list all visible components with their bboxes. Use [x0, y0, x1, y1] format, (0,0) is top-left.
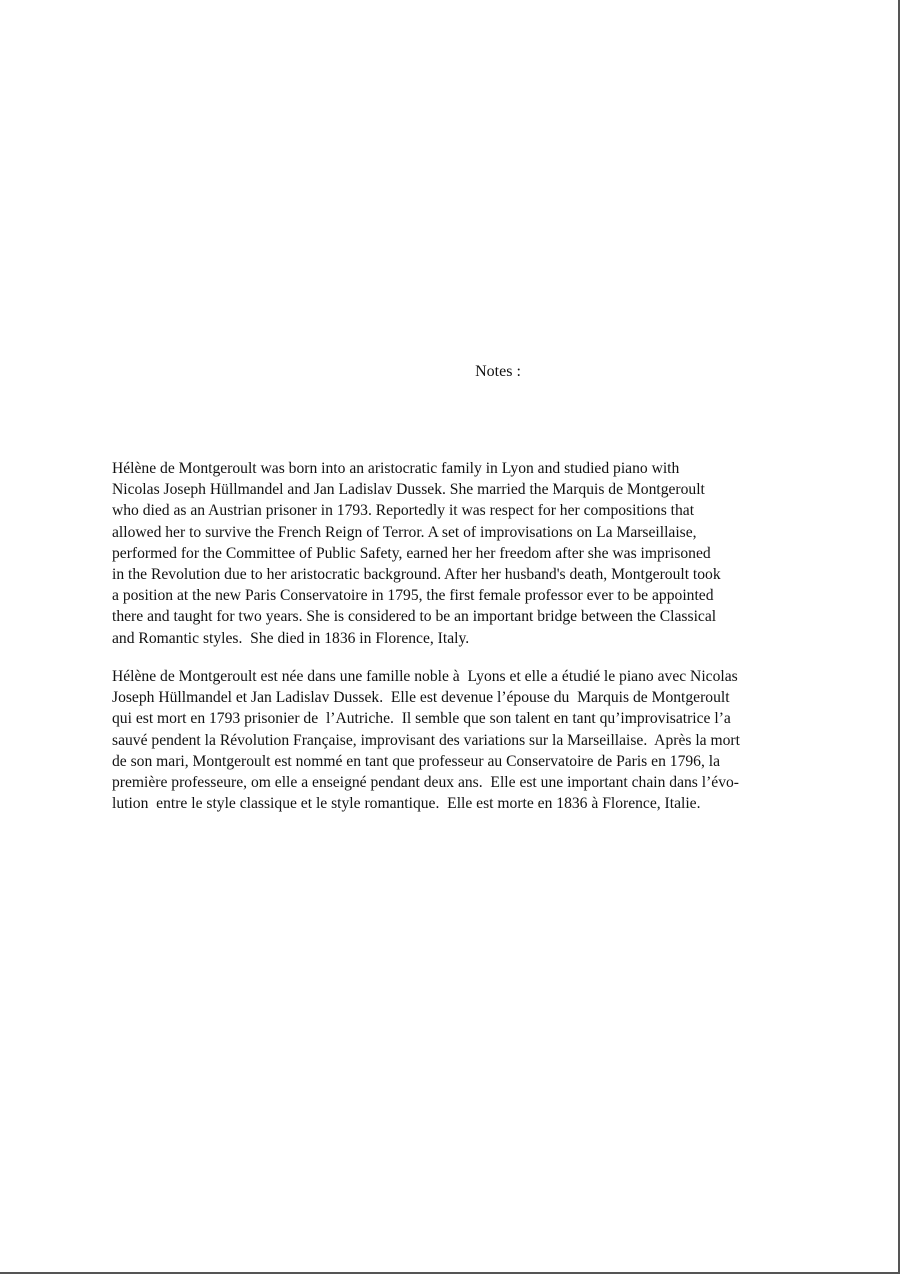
text-line: Joseph Hüllmandel et Jan Ladislav Dussek. Elle est devenue l’épouse du Marquis de Montgeroult	[112, 689, 730, 707]
text-line: lution entre le style classique et le style romantique. Elle est morte en 1836 à Florence, Italie.	[112, 795, 701, 813]
text-line: qui est mort en 1793 prisonier de l’Autriche. Il semble que son talent en tant qu’improvisatrice l’a	[112, 710, 731, 728]
text-line: Nicolas Joseph Hüllmandel and Jan Ladislav Dussek. She married the Marquis de Montgeroult	[112, 481, 705, 499]
text-line: performed for the Committee of Public Safety, earned her her freedom after she was imprisoned	[112, 544, 711, 562]
text-line: Hélène de Montgeroult est née dans une famille noble à Lyons et elle a étudié le piano avec Nicolas	[112, 668, 738, 685]
text-line: Hélène de Montgeroult was born into an aristocratic family in Lyon and studied piano with	[112, 460, 680, 477]
text-line: who died as an Austrian prisoner in 1793. Reportedly it was respect for her compositions that	[112, 502, 695, 520]
english-paragraph	[112, 458, 832, 649]
text-line: a position at the new Paris Conservatoire in 1795, the first female professor ever to be appointed	[112, 587, 714, 605]
text-line: sauvé pendent la Révolution Française, improvisant des variations sur la Marseillaise. Après la mort	[112, 731, 740, 749]
text-line: première professeure, om elle a enseigné pendant deux ans. Elle est une important chain dans l’évo-	[112, 774, 739, 792]
page-title: Notes :	[475, 363, 521, 380]
french-paragraph	[112, 666, 852, 814]
text-line: de son mari, Montgeroult est nommé en tant que professeur au Conservatoire de Paris en 1796, la	[112, 752, 721, 770]
text-line: there and taught for two years. She is considered to be an important bridge between the Classical	[112, 608, 717, 626]
text-line: allowed her to survive the French Reign of Terror. A set of improvisations on La Marseillaise,	[112, 523, 697, 541]
text-line: in the Revolution due to her aristocratic background. After her husband's death, Montgeroult took	[112, 566, 721, 584]
text-line: and Romantic styles. She died in 1836 in Florence, Italy.	[112, 629, 470, 647]
